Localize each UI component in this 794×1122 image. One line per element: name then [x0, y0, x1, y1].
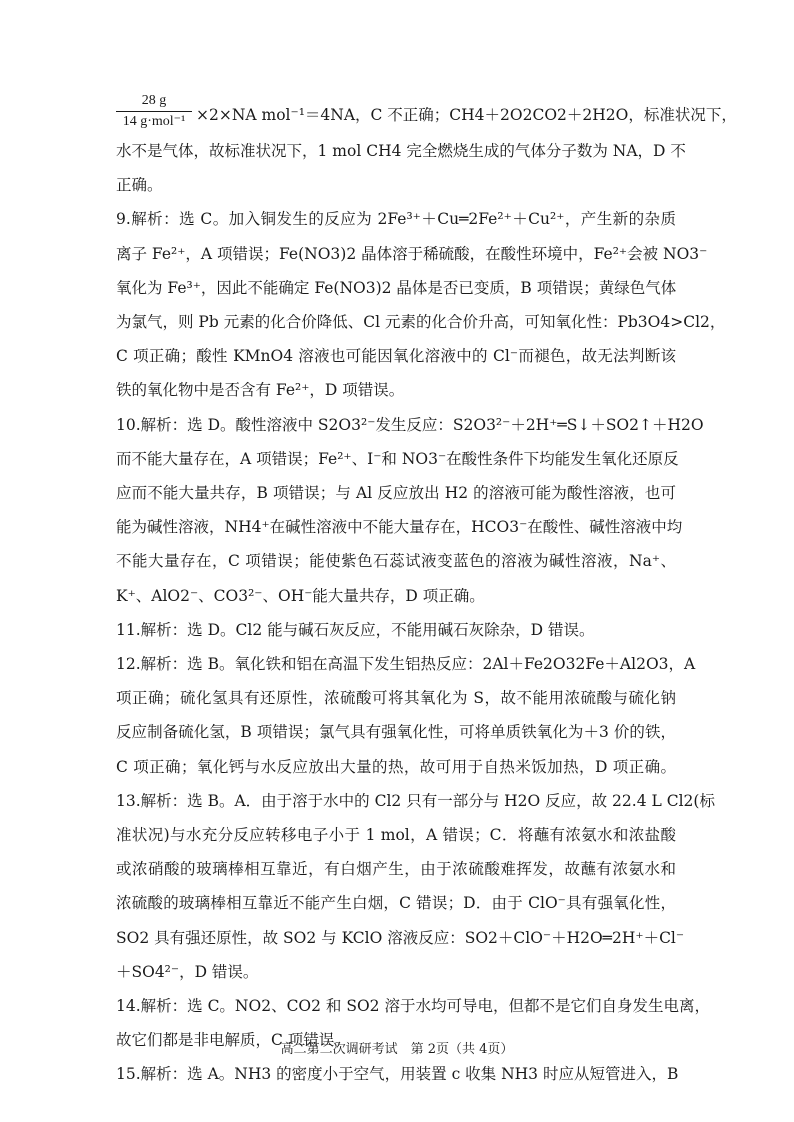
text-line: 正确。 — [116, 176, 163, 195]
answer-10-line: 不能大量存在，C 项错误；能使紫色石蕊试液变蓝色的溶液为碱性溶液，Na⁺、 — [116, 552, 676, 571]
answer-9-line: 为氯气，则 Pb 元素的化合价降低、Cl 元素的化合价升高，可知氧化性：Pb3O4>Cl2， — [116, 313, 726, 331]
answer-9-line: 氧化为 Fe³⁺，因此不能确定 Fe(NO3)2 晶体是否已变质，B 项错误；黄绿色气体 — [116, 278, 677, 297]
answer-9-line: C 项正确；酸性 KMnO4 溶液也可能因氧化溶液中的 Cl⁻而褪色，故无法判断该 — [116, 347, 676, 366]
answer-12-line: C 项正确；氧化钙与水反应放出大量的热，故可用于自热米饭加热，D 项正确。 — [116, 757, 676, 776]
answer-12-line: 项正确；硫化氢具有还原性，浓硫酸可将其氧化为 S，故不能用浓硫酸与硫化钠 — [116, 689, 676, 708]
text-line: 水不是气体，故标准状况下，1 mol CH4 完全燃烧生成的气体分子数为 NA，D 不 — [116, 142, 686, 160]
answer-15-line: 15.解析：选 A。NH3 的密度小于空气，用装置 c 收集 NH3 时应从短管进入，B — [116, 1065, 679, 1084]
answer-10-line: 能为碱性溶液，NH4⁺在碱性溶液中不能大量存在，HCO3⁻在酸性、碱性溶液中均 — [116, 518, 683, 537]
answer-12-line: 12.解析：选 B。氧化铁和铝在高温下发生铝热反应：2Al＋Fe2O32Fe＋Al2O3，A — [116, 655, 696, 673]
fraction-numerator: 28 g — [116, 92, 192, 112]
answer-12-line: 反应制备硫化氢，B 项错误；氯气具有强氧化性，可将单质铁氧化为＋3 价的铁， — [116, 723, 676, 742]
answer-13-line: 准状况)与水充分反应转移电子小于 1 mol，A 错误；C．将蘸有浓氨水和浓盐酸 — [116, 826, 676, 844]
answer-13-line: SO2 具有强还原性，故 SO2 与 KClO 溶液反应：SO2＋ClO⁻＋H2O═2H⁺＋Cl⁻ — [116, 928, 685, 947]
fraction — [116, 92, 192, 131]
answer-10-line: 而不能大量存在，A 项错误；Fe²⁺、I⁻和 NO3⁻在酸性条件下均能发生氧化还原反 — [116, 449, 679, 468]
answer-13-line: ＋SO4²⁻，D 错误。 — [116, 962, 259, 981]
answer-10-line: 应而不能大量共存，B 项错误；与 Al 反应放出 H2 的溶液可能为酸性溶液，也可 — [116, 484, 676, 502]
fraction-denominator: 14 g·mol⁻¹ — [122, 114, 186, 129]
answer-10-line: 10.解析：选 D。酸性溶液中 S2O3²⁻发生反应：S2O3²⁻＋2H⁺═S↓＋SO2↑＋H2O — [116, 415, 704, 434]
answer-13-line: 或浓硝酸的玻璃棒相互靠近，有白烟产生，由于浓硫酸难挥发，故蘸有浓氨水和 — [116, 860, 676, 879]
answer-9-line: 离子 Fe²⁺，A 项错误；Fe(NO3)2 晶体溶于稀硫酸，在酸性环境中，Fe²⁺会被 NO3⁻ — [116, 244, 708, 263]
answer-11-line: 11.解析：选 D。Cl2 能与碱石灰反应，不能用碱石灰除杂，D 错误。 — [116, 620, 595, 639]
page-footer: 高二第二次调研考试 第 2页（共 4页） — [280, 1042, 514, 1057]
answer-13-line: 13.解析：选 B。A．由于溶于水中的 Cl2 只有一部分与 H2O 反应，故 22.4 L Cl2(标 — [116, 791, 715, 810]
answer-14-line: 故它们都是非电解质，C 项错误。 — [116, 1031, 350, 1050]
answer-13-line: 浓硫酸的玻璃棒相互靠近不能产生白烟，C 错误；D．由于 ClO⁻具有强氧化性， — [116, 894, 676, 913]
answer-10-line: K⁺、AlO2⁻、CO3²⁻、OH⁻能大量共存，D 项正确。 — [116, 586, 485, 605]
answer-9-line: 铁的氧化物中是否含有 Fe²⁺，D 项错误。 — [116, 381, 405, 400]
answer-14-line: 14.解析：选 C。NO2、CO2 和 SO2 溶于水均可导电，但都不是它们自身发生电离， — [116, 997, 710, 1015]
answer-9-line: 9.解析：选 C。加入铜发生的反应为 2Fe³⁺＋Cu═2Fe²⁺＋Cu²⁺，产生新的杂质 — [116, 210, 676, 229]
text-line: ×2×NA mol⁻¹＝4NA，C 不正确；CH4＋2O2CO2＋2H2O，标准状况下， — [196, 106, 737, 124]
